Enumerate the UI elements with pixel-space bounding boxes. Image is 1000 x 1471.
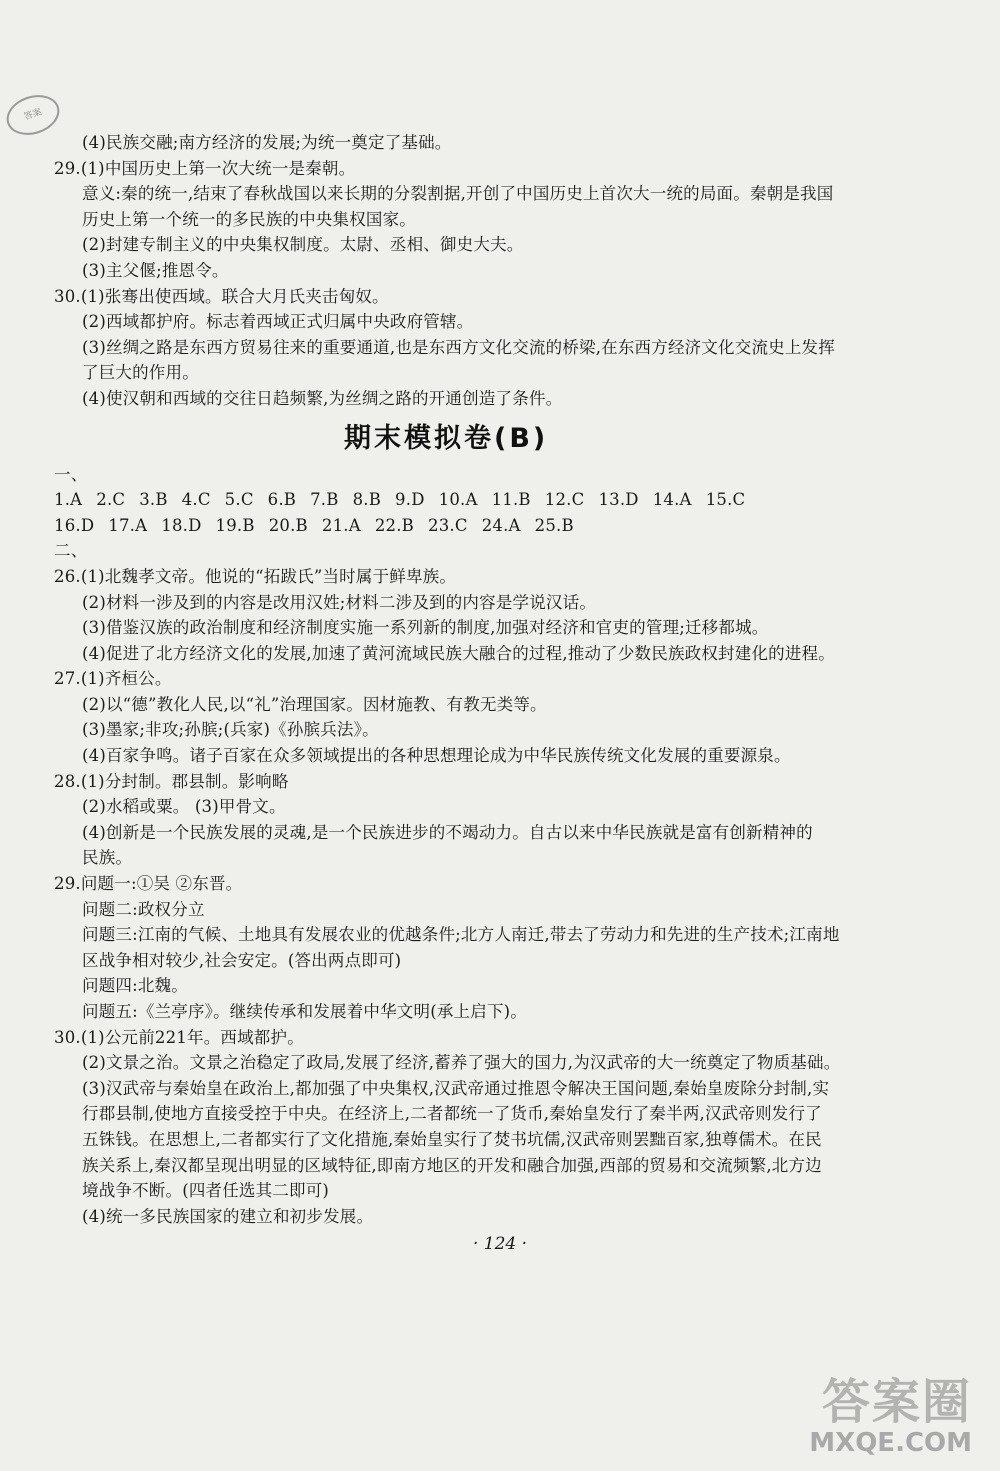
answer-line: (2)水稻或粟。 (3)甲骨文。: [82, 797, 286, 817]
watermark-logo: 答案圈: [821, 1374, 972, 1430]
answer-line: 28.(1)分封制。郡县制。影响略: [54, 771, 289, 791]
mc-answer: 12.C: [544, 490, 585, 510]
mc-answers-row-1: [54, 487, 954, 513]
answer-line: 区战争相对较少,社会安定。(答出两点即可): [82, 950, 402, 970]
mc-answer: 5.C: [224, 490, 254, 510]
watermark: [802, 1363, 972, 1458]
answer-line: (3)丝绸之路是东西方贸易往来的重要通道,也是东西方文化交流的桥梁,在东西方经济文化交流史上发挥: [82, 337, 835, 357]
answers-previous-section: [54, 130, 954, 412]
answer-line: 27.(1)齐桓公。: [54, 669, 172, 689]
answer-line: (4)民族交融;南方经济的发展;为统一奠定了基础。: [82, 133, 452, 152]
answer-line: 意义:秦的统一,结束了春秋战国以来长期的分裂割据,开创了中国历史上首次大一统的局面。秦朝是我国: [82, 184, 834, 204]
answer-line: 问题五:《兰亭序》。继续传承和发展着中华文明(承上启下)。: [82, 1002, 527, 1021]
answer-line: (3)主父偃;推恩令。: [82, 260, 229, 280]
mc-answer: 4.C: [181, 490, 211, 510]
answers-section-b: [54, 538, 954, 1229]
answer-line: (4)百家争鸣。诸子百家在众多领域提出的各种思想理论成为中华民族传统文化发展的重要源泉。: [82, 746, 791, 766]
mc-answer: 14.A: [652, 490, 692, 510]
answer-content: [54, 130, 954, 1229]
answer-line: 五铢钱。在思想上,二者都实行了文化措施,秦始皇实行了焚书坑儒,汉武帝则罢黜百家,独尊儒术。在民: [82, 1129, 822, 1149]
answer-line: (2)封建专制主义的中央集权制度。太尉、丞相、御史大夫。: [82, 235, 524, 255]
answer-line: (4)创新是一个民族发展的灵魂,是一个民族进步的不竭动力。自古以来中华民族就是富有创新精神的: [82, 822, 813, 842]
mc-answer: 9.D: [395, 490, 425, 510]
answer-line: 26.(1)北魏孝文帝。他说的“拓跋氏”当时属于鲜卑族。: [54, 566, 457, 586]
answer-line: 历史上第一个统一的多民族的中央集权国家。: [82, 209, 416, 229]
mc-answer: 10.A: [438, 490, 478, 510]
mc-answer: 22.B: [374, 515, 415, 535]
mc-answer: 2.C: [96, 490, 126, 510]
answer-line: 境战争不断。(四者任选其二即可): [82, 1181, 330, 1201]
mc-answer: 20.B: [268, 515, 308, 535]
mc-answer: 8.B: [352, 490, 382, 510]
watermark-site: MXQE.COM: [809, 1428, 972, 1458]
answer-line: 问题三:江南的气候、土地具有发展农业的优越条件;北方人南迁,带去了劳动力和先进的生产技术;江南地: [82, 925, 840, 945]
stamp-text: 答案: [22, 107, 44, 123]
answer-line: 二、: [54, 541, 88, 561]
answer-line: 族关系上,秦汉都呈现出明显的区域特征,即南方地区的开发和融合加强,西部的贸易和交流频繁,北方边: [82, 1155, 822, 1175]
answer-line: 问题四:北魏。: [82, 976, 188, 996]
mc-answer: 24.A: [481, 515, 521, 535]
mc-answer: 3.B: [139, 490, 168, 510]
mc-answers-row-2: [54, 513, 954, 539]
answer-line: 了巨大的作用。: [82, 363, 199, 383]
answer-line: (2)文景之治。文景之治稳定了政局,发展了经济,蓄养了强大的国力,为汉武帝的大一统奠定了物质基础。: [82, 1053, 841, 1073]
mc-answer: 16.D: [54, 515, 95, 535]
answer-line: 行郡县制,使地方直接受控于中央。在经济上,二者都统一了货币,秦始皇发行了秦半两,汉武帝则发行了: [82, 1104, 822, 1124]
answer-line: (3)借鉴汉族的政治制度和经济制度实施一系列新的制度,加强对经济和官吏的管理;迁移都城。: [82, 618, 769, 638]
mc-answer: 19.B: [215, 515, 255, 535]
answer-line: (2)以“德”教化人民,以“礼”治理国家。因材施教、有教无类等。: [82, 694, 547, 714]
mc-answer: 23.C: [428, 515, 468, 535]
answer-line: (4)促进了北方经济文化的发展,加速了黄河流域民族大融合的过程,推动了少数民族政权封建化的进程。: [82, 643, 835, 663]
page-number: · 124 ·: [472, 1234, 528, 1254]
mc-answer: 18.D: [161, 515, 202, 535]
answer-line: 30.(1)张骞出使西域。联合大月氏夹击匈奴。: [54, 286, 389, 306]
mc-answer: 17.A: [108, 515, 148, 535]
mc-answer: 11.B: [491, 490, 531, 510]
answer-line: (3)汉武帝与秦始皇在政治上,都加强了中央集权,汉武帝通过推恩令解决王国问题,秦始皇废除分封制,实: [82, 1078, 830, 1098]
mc-answer: 13.D: [598, 490, 639, 510]
answer-line: 30.(1)公元前221年。西域都护。: [54, 1027, 304, 1047]
mc-answer: 7.B: [310, 490, 339, 510]
answer-line: (2)西域都护府。标志着西域正式归属中央政府管辖。: [82, 312, 474, 332]
answer-line: (4)使汉朝和西域的交往日趋频繁,为丝绸之路的开通创造了条件。: [82, 388, 563, 408]
mc-answer: 25.B: [534, 515, 574, 535]
answer-line: 民族。: [82, 848, 133, 868]
mc-answer: 6.B: [267, 490, 297, 510]
answer-line: 29.(1)中国历史上第一次大统一是秦朝。: [54, 158, 356, 178]
mc-answer: 1.A: [54, 490, 83, 510]
answer-line: (2)材料一涉及到的内容是改用汉姓;材料二涉及到的内容是学说汉话。: [82, 592, 597, 612]
section-title: 期末模拟卷(B): [344, 422, 549, 454]
part-one-label: 一、: [54, 464, 88, 484]
answer-line: 29.问题一:①吴 ②东晋。: [54, 874, 243, 894]
answer-line: 问题二:政权分立: [82, 899, 205, 919]
section-title-row: [54, 412, 954, 462]
mc-answer: 15.C: [705, 490, 746, 510]
answer-line: (3)墨家;非攻;孙膑;(兵家)《孙膑兵法》。: [82, 720, 379, 740]
answer-line: (4)统一多民族国家的建立和初步发展。: [82, 1206, 374, 1226]
mc-answer: 21.A: [321, 515, 361, 535]
